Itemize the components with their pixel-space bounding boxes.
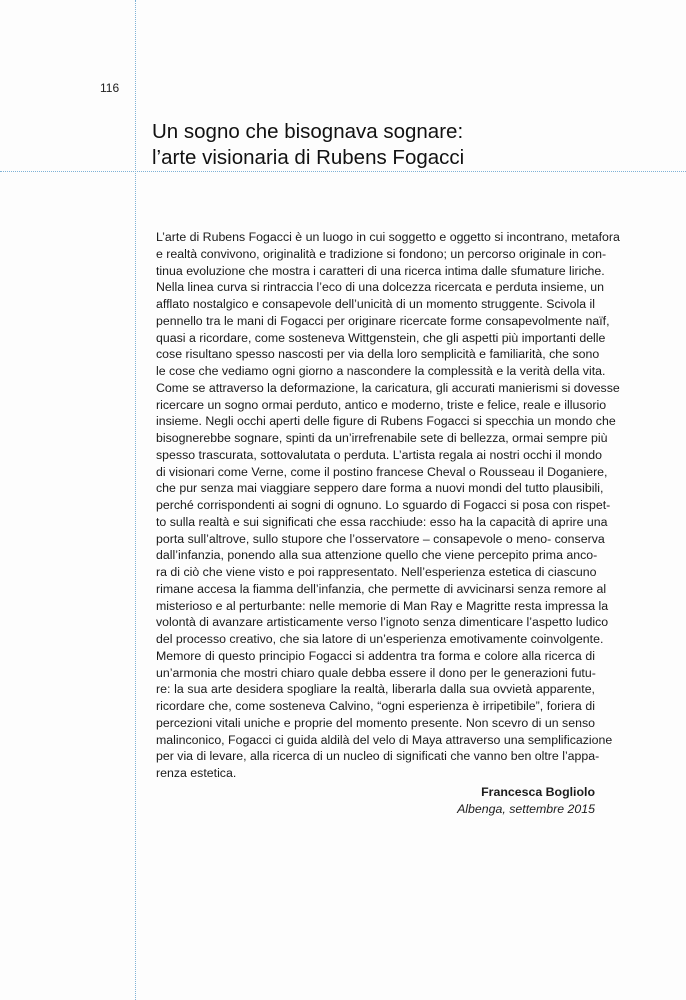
body-line: re: la sua arte desidera spogliare la realtà, liberarla dalla sua ovvietà apparente, — [156, 682, 595, 697]
body-line: ra di ciò che viene visto e poi rappresentato. Nell’esperienza estetica di ciascuno — [156, 565, 597, 579]
body-line: le cose che vediamo ogni giorno a nascondere la complessità e la verità della vita. — [156, 364, 606, 378]
body-line: perché corrispondenti ai sogni di ognuno. Lo sguardo di Fogacci si posa con rispet- — [156, 498, 611, 512]
body-line: e realtà convivono, originalità e tradizione si fondono; un percorso originale in con- — [156, 246, 607, 261]
body-line: rimane accesa la fiamma dell’infanzia, che permette di avvicinarsi senza remore al — [156, 581, 607, 596]
body-line: ricercare un sogno ormai perduto, antico e moderno, triste e felice, reale e illusorio — [156, 397, 607, 412]
page-number: 116 — [100, 81, 120, 95]
body-line: di visionari come Verne, come il postino francese Cheval o Rousseau il Doganiere, — [156, 464, 608, 479]
body-line: porta sull’altrove, sullo stupore che l’osservatore – consapevole o meno- conserva — [156, 531, 605, 546]
body-line: che pur senza mai viaggiare seppero dare forma a nuovi mondi del tutto plausibili, — [156, 481, 604, 496]
title-line-2: l’arte visionaria di Rubens Fogacci — [152, 146, 465, 169]
body-line: malinconico, Fogacci ci guida aldilà del velo di Maya attraverso una semplificazione — [156, 732, 613, 747]
body-line: Nella linea curva si rintraccia l’eco di una dolcezza ricercata e perduta insieme, un — [156, 280, 605, 295]
author-name: Francesca Bogliolo — [481, 785, 595, 799]
body-line: per via di levare, alla ricerca di un nucleo di significati che vanno ben oltre l’appa- — [156, 749, 600, 764]
body-line: to sulla realtà e sui significati che essa racchiude: esso ha la capacità di aprire una — [156, 514, 608, 529]
body-line: Memore di questo principio Fogacci si addentra tra forma e colore alla ricerca di — [156, 648, 595, 663]
body-line: pennello tra le mani di Fogacci per originare ricercate forme consapevolmente naïf, — [156, 313, 610, 328]
body-line: spesso trascurata, sottovalutata o perduta. L’artista regala ai nostri occhi il mondo — [156, 447, 602, 462]
body-line: cose risultano spesso nascosti per via della loro semplicità e familiarità, che sono — [156, 347, 600, 362]
body-line: percezioni vitali uniche e proprie del momento presente. Non scevro di un senso — [156, 715, 595, 730]
body-line: bisognerebbe sognare, spinti da un’irrefrenabile sete di bellezza, ormai sempre più — [156, 431, 608, 445]
title-line-1: Un sogno che bisognava sognare: — [152, 120, 464, 143]
body-line: dall’infanzia, ponendo alla sua attenzione quello che viene percepito prima anco- — [156, 548, 598, 563]
body-line: del processo creativo, che sia latore di un’esperienza emotivamente coinvolgente. — [156, 632, 604, 646]
body-line: un’armonia che mostri chiaro quale debba essere il dono per le generazioni futu- — [156, 665, 596, 680]
page-title — [152, 119, 632, 171]
body-line: misterioso e al perturbante: nelle memorie di Man Ray e Magritte resta impressa la — [156, 598, 609, 613]
body-line: ricordare che, come sosteneva Calvino, “ogni esperienza è irripetibile”, foriera di — [156, 699, 595, 713]
body-text — [156, 229, 620, 782]
body-line: L’arte di Rubens Fogacci è un luogo in cui soggetto e oggetto si incontrano, metafora — [156, 230, 620, 244]
body-line: afflato nostalgico e consapevole dell’unicità di un momento struggente. Scivola il — [156, 297, 595, 311]
body-line: quasi a ricordare, come sosteneva Wittgenstein, che gli aspetti più importanti delle — [156, 330, 606, 345]
body-line: volontà di avanzare artisticamente verso l’ignoto senza dimenticare l’aspetto ludico — [156, 615, 609, 630]
signature-block — [395, 784, 595, 818]
vertical-guide-line — [135, 0, 136, 1000]
body-line: renza estetica. — [156, 766, 237, 780]
horizontal-guide-line — [0, 171, 686, 172]
body-line: insieme. Negli occhi aperti delle figure di Rubens Fogacci si specchia un mondo che — [156, 414, 616, 429]
body-line: tinua evoluzione che mostra i caratteri di una ricerca intima dalle sfumature liriche. — [156, 263, 605, 278]
body-line: Come se attraverso la deformazione, la caricatura, gli accurati manierismi si dovesse — [156, 380, 620, 395]
place-date: Albenga, settembre 2015 — [457, 802, 595, 816]
